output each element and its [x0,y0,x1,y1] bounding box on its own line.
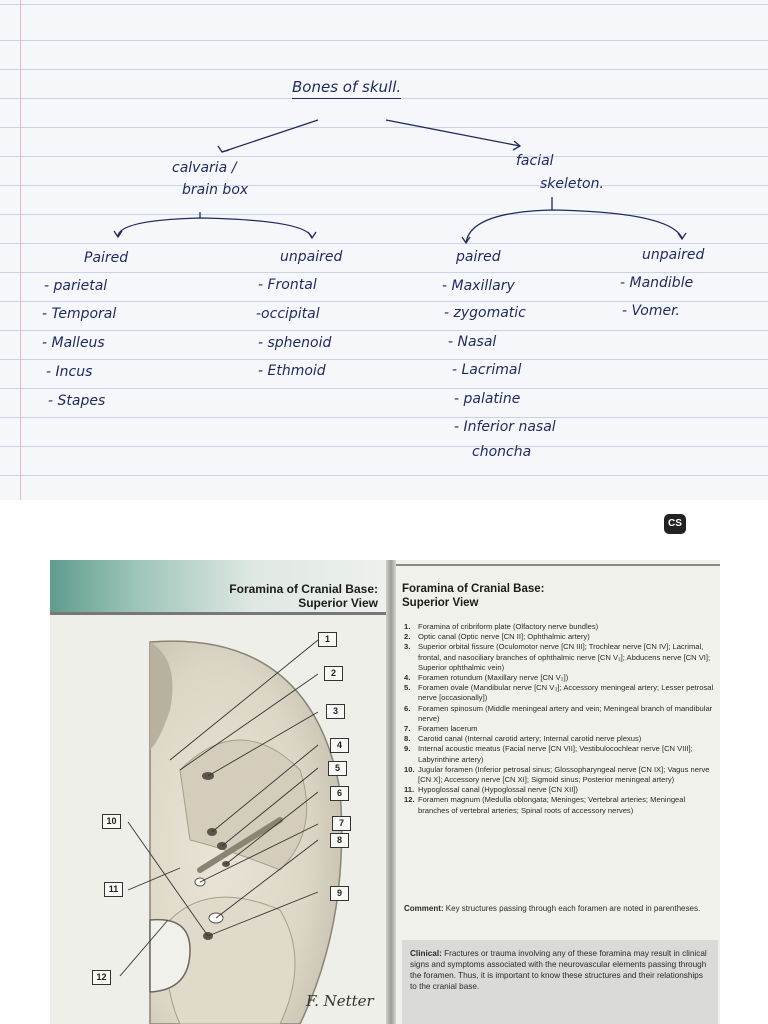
list-item: - Frontal [258,277,317,293]
list-item: - Malleus [42,335,105,351]
list-item: 4. Foramen rotundum (Maxillary nerve [CN V₂]) [404,673,569,683]
right-top-rule [396,564,720,566]
callout-1: 1 [318,632,337,647]
list-item: - zygomatic [444,305,526,321]
list-item: choncha [472,444,532,460]
callout-7: 7 [332,816,351,831]
callout-6: 6 [330,786,349,801]
left-title-line1: Foramina of Cranial Base: [229,582,378,596]
callout-4: 4 [330,738,349,753]
list-item: - palatine [454,391,521,407]
list-item: - Lacrimal [452,362,522,378]
left-header-rule [50,612,388,615]
branch-facial-line2: skeleton. [540,176,604,192]
notes-title: Bones of skull. [292,78,401,99]
list-item: - Temporal [42,306,117,322]
list-item: - Incus [46,364,93,380]
left-page-title [229,582,378,610]
heading-facial-paired: paired [456,249,501,265]
list-item: - sphenoid [258,335,332,351]
list-item: - Inferior nasal [454,419,556,435]
callout-8: 8 [330,833,349,848]
list-item: - Maxillary [442,278,515,294]
list-item: - Ethmoid [258,363,326,379]
right-title-line1: Foramina of Cranial Base: [402,583,545,595]
illustrator-signature: F. Netter [306,992,374,1010]
book-gutter [386,560,396,1024]
branch-calvaria-line1: calvaria / [172,160,237,176]
notebook-page [0,0,768,500]
foramina-list [404,622,716,816]
list-item: 6. Foramen spinosum (Middle meningeal artery and vein; Meningeal branch of mandibular nerve) [404,703,713,723]
list-item: 12. Foramen magnum (Medulla oblongata; Meninges; Vertebral arteries; Meningeal branches of vertebral arteries; Spinal roots of accessory nerves) [404,795,686,815]
list-item: 11. Hypoglossal canal (Hypoglossal nerve [CN XII]) [404,785,578,795]
heading-calvaria-unpaired: unpaired [280,249,343,265]
left-page [50,560,388,1024]
list-item: 10. Jugular foramen (Inferior petrosal sinus; Glossopharyngeal nerve [CN IX]; Vagus nerve [CN X]; Accessory nerve [CN XI]; Sigmoid sinus; Posterior meningeal artery) [404,764,710,785]
list-item: - Stapes [48,393,106,409]
left-title-line2: Superior View [298,596,378,610]
heading-facial-unpaired: unpaired [642,247,705,263]
list-item: - Vomer. [622,303,680,319]
list-item: 5. Foramen ovale (Mandibular nerve [CN V₃]; Accessory meningeal artery; Lesser petrosal nerve [occasionally]) [404,683,714,703]
callout-9: 9 [330,886,349,901]
callout-3: 3 [326,704,345,719]
branch-facial-line1: facial [516,153,554,169]
right-page [396,560,720,1024]
list-item: 7. Foramen lacerum [404,724,478,734]
list-item: - Nasal [448,334,497,350]
comment-note: Comment: Key structures passing through each foramen are noted in parentheses. [404,904,701,913]
list-item: -occipital [256,306,320,322]
branch-calvaria-line2: brain box [182,182,249,198]
list-item: 3. Superior orbital fissure (Oculomotor nerve [CN III]; Trochlear nerve [CN IV]; Lacrimal, frontal, and nasociliary branches of ophthalmic nerve [CN V₁]; Abducens nerve [CN VI]; Superior ophthalmic vein) [404,642,711,672]
right-title-line2: Superior View [402,597,479,609]
list-item: 8. Carotid canal (Internal carotid artery; Internal carotid nerve plexus) [404,734,642,744]
callout-5: 5 [328,761,347,776]
scanner-logo-badge: CS [664,514,686,534]
callout-11: 11 [104,882,123,897]
list-item: - parietal [44,278,108,294]
clinical-text: Clinical: Fractures or trauma involving any of these foramina may result in clinical signs and symptoms associated with the neurovascular elements passing through the foramen. Thus, it is important to know these structures and their relationships to the cranial base. [410,949,707,991]
list-item: - Mandible [620,275,694,291]
callout-2: 2 [324,666,343,681]
right-page-title [402,582,545,610]
textbook-photo [50,560,720,1024]
callout-12: 12 [92,970,111,985]
clinical-box [402,940,718,1024]
callout-10: 10 [102,814,121,829]
list-item: 1. Foramina of cribriform plate (Olfactory nerve bundles) [404,622,599,631]
heading-calvaria-paired: Paired [84,250,129,266]
list-item: 2. Optic canal (Optic nerve [CN II]; Ophthalmic artery) [404,632,590,642]
list-item: 9. Internal acoustic meatus (Facial nerve [CN VII]; Vestibulocochlear nerve [CN VIII]; Labyrinthine artery) [404,744,693,764]
